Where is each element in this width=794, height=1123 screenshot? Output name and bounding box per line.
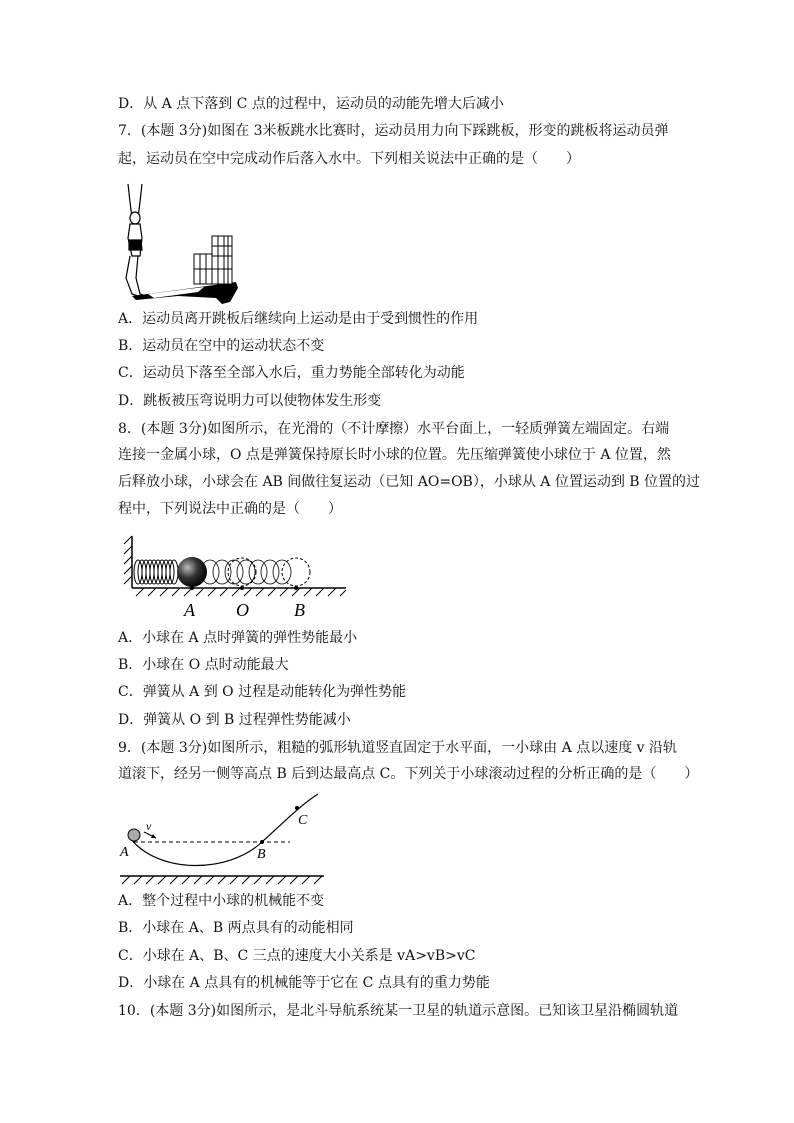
q9-stem-line1: 9．(本题 3分)如图所示，粗糙的弧形轨道竖直固定于水平面，一小球由 A 点以速度 v 沿轨	[118, 740, 678, 756]
q7-option-b: B．运动员在空中的运动状态不变	[118, 338, 325, 354]
q9-label-b: B	[257, 847, 266, 862]
q8-spring-figure	[122, 530, 354, 622]
q8-stem-line1: 8．(本题 3分)如图所示，在光滑的（不计摩擦）水平台面上，一轻质弹簧左端固定。右端	[118, 421, 670, 437]
q9-label-v: v	[146, 819, 152, 833]
q7-diving-figure	[118, 178, 243, 305]
q8-option-b: B．小球在 O 点时动能最大	[118, 657, 289, 673]
q8-stem-line4: 程中，下列说法中正确的是（ ）	[118, 501, 342, 517]
q8-stem-line3: 后释放小球，小球会在 AB 间做往复运动（已知 AO=OB），小球从 A 位置运动到 B 位置的过	[118, 474, 701, 490]
q7-option-d: D．跳板被压弯说明力可以使物体发生形变	[118, 393, 382, 409]
q8-label-a: A	[184, 600, 195, 620]
q10-stem-line1: 10．(本题 3分)如图所示，是北斗导航系统某一卫星的轨道示意图。已知该卫星沿椭圆轨道	[118, 1003, 679, 1019]
q8-option-d: D．弹簧从 O 到 B 过程弹性势能减小	[118, 712, 351, 728]
q6-option-d: D．从 A 点下落到 C 点的过程中，运动员的动能先增大后减小	[118, 96, 504, 112]
q8-label-o: O	[236, 600, 249, 620]
q8-stem-line2: 连接一金属小球，O 点是弹簧保持原长时小球的位置。先压缩弹簧使小球位于 A 位置，然	[118, 447, 671, 463]
q7-stem-line1: 7．(本题 3分)如图在 3米板跳水比赛时，运动员用力向下踩跳板，形变的跳板将运动员弹	[118, 123, 669, 139]
q9-option-c: C．小球在 A、B、C 三点的速度大小关系是 vA>vB>vC	[118, 948, 476, 964]
q8-option-c: C．弹簧从 A 到 O 过程是动能转化为弹性势能	[118, 684, 407, 700]
q9-label-c: C	[298, 813, 308, 828]
q9-option-d: D．小球在 A 点具有的机械能等于它在 C 点具有的重力势能	[118, 975, 490, 991]
q7-option-c: C．运动员下落至全部入水后，重力势能全部转化为动能	[118, 365, 465, 381]
q8-option-a: A．小球在 A 点时弹簧的弹性势能最小	[118, 630, 358, 646]
q9-label-a: A	[120, 845, 129, 860]
q9-option-b: B．小球在 A、B 两点具有的动能相同	[118, 920, 354, 936]
q9-option-a: A．整个过程中小球的机械能不变	[118, 893, 325, 909]
q9-stem-line2: 道滚下，经另一侧等高点 B 后到达最高点 C。下列关于小球滚动过程的分析正确的是（ ）	[118, 766, 699, 782]
q8-label-b: B	[294, 600, 305, 620]
q7-stem-line2: 起，运动员在空中完成动作后落入水中。下列相关说法中正确的是（ ）	[118, 151, 580, 167]
q9-track-figure	[118, 792, 328, 886]
q7-option-a: A．运动员离开跳板后继续向上运动是由于受到惯性的作用	[118, 311, 479, 327]
